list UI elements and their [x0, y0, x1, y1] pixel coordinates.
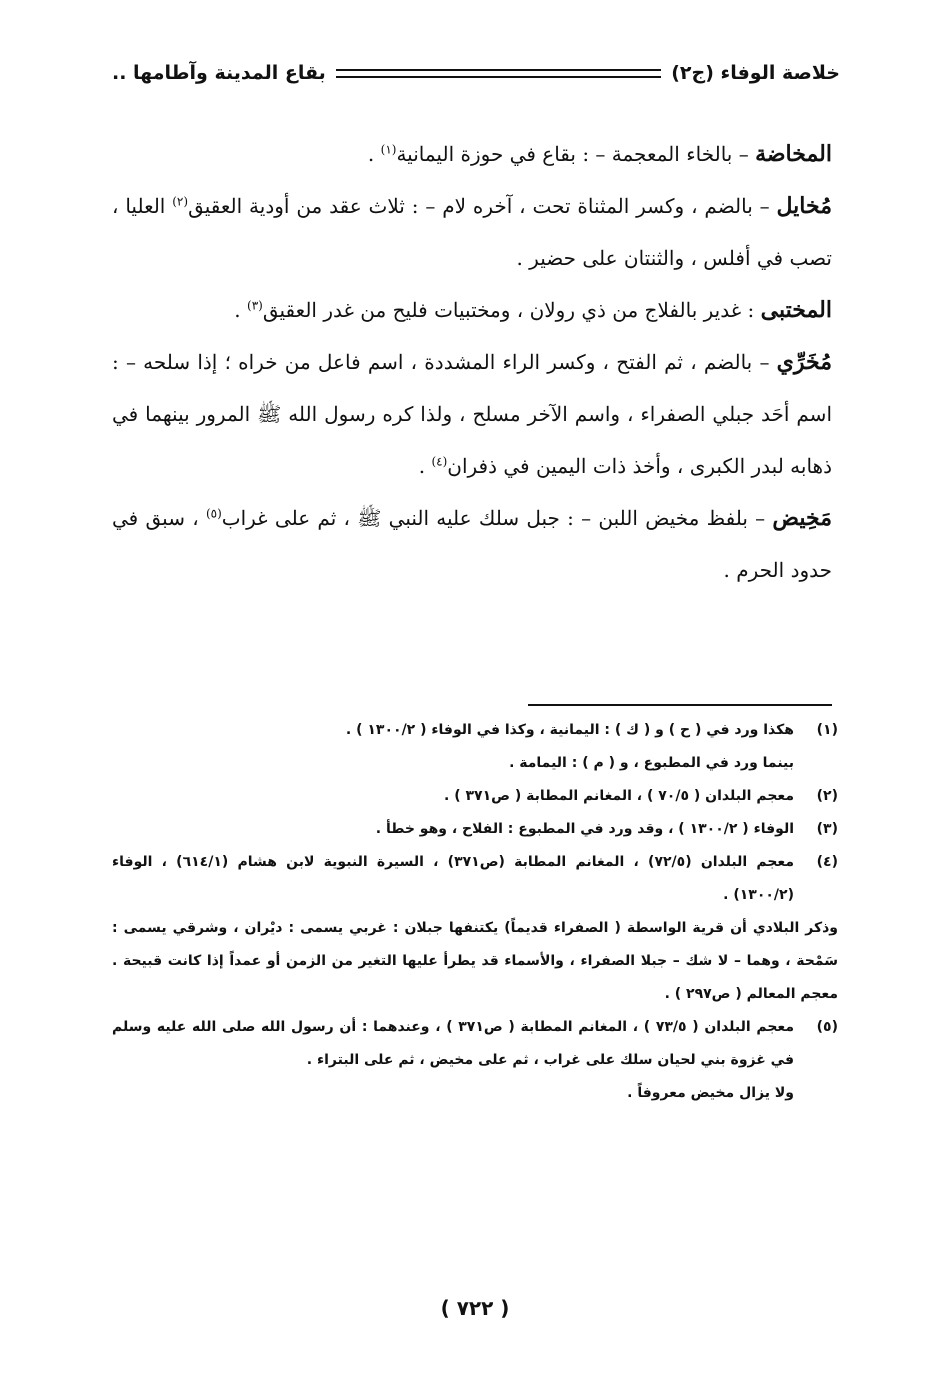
entry-tail: . [234, 298, 248, 322]
footnote-5-continuation: ولا يزال مخيض معروفاً . [627, 1085, 794, 1101]
entry-mukhayil [112, 180, 832, 284]
entry-text: – بالخاء المعجمة – : بقاع في حوزة اليمانية [396, 142, 756, 166]
entry-headword: مَخِيض [772, 505, 832, 531]
entry-tail: . [418, 454, 432, 478]
entry-headword: المخاضة [755, 141, 832, 167]
footnote-5 [112, 1011, 838, 1077]
footnote-3 [112, 813, 838, 846]
entry-text: – بلفظ مخيض اللبن – : جبل سلك عليه النبي ﷺ ، ثم على غراب [221, 506, 773, 530]
footnote-1-continuation: بينما ورد في المطبوع ، و ( م ) : اليمامة . [509, 755, 794, 771]
footnote-number: (١) [816, 722, 838, 738]
entry-almukhtaba [112, 284, 832, 336]
footnote-marker: (٤) [431, 454, 448, 469]
footnote-marker: (٣) [247, 298, 263, 313]
footnote-number: (٢) [816, 788, 838, 804]
footnote-number: (٥) [816, 1019, 838, 1035]
footnote-separator [528, 704, 832, 706]
entry-headword: مُخايل [776, 193, 832, 219]
footnote-marker: (٢) [172, 194, 189, 209]
entry-text: – بالضم ، ثم الفتح ، وكسر الراء المشددة ، اسم فاعل من خراه ؛ إذا سلحه – : اسم أحَد جبلي الصفراء ، واسم الآخر مسلح ، ولذا كره رسول الله ﷺ المرور بينهما في ذهابه لبدر الكبرى ، وأخذ ذات اليمين في ذفران [112, 350, 832, 478]
entry-text: : غدير بالفلاج من ذي رولان ، ومختبيات فليح من غدر العقيق [262, 298, 761, 322]
footnote-marker: (١) [380, 142, 397, 157]
entry-tail: ، سبق في حدود الحرم . [112, 506, 832, 582]
header-rule [336, 69, 661, 78]
entry-almakhada [112, 128, 832, 180]
footnotes [112, 714, 838, 1110]
main-text [112, 128, 832, 596]
entry-makhid [112, 492, 832, 596]
footnote-text: معجم البلدان (٧٢/٥) ، المغانم المطابة (ص٣٧١) ، السيرة النبوية لابن هشام (٦١٤/١) ، الوفاء (١٣٠٠/٢) . [112, 854, 794, 903]
entry-tail: . [367, 142, 381, 166]
entry-mukharri [112, 336, 832, 492]
entry-headword: المختبى [760, 297, 832, 323]
footnote-text: هكذا ورد في ( ح ) و ( ك ) : اليمانية ، وكذا في الوفاء ( ١٣٠٠/٢ ) . [345, 722, 794, 738]
footnote-text: معجم البلدان ( ٧٣/٥ ) ، المغانم المطابة ( ص٣٧١ ) ، وعندهما : أن رسول الله صلى الله عليه وسلم في غزوة بني لحيان سلك على غراب ، ثم على مخيض ، ثم على البتراء . [112, 1019, 794, 1068]
header-title: خلاصة الوفاء (ج٢) [671, 62, 840, 84]
footnote-text: معجم البلدان ( ٧٠/٥ ) ، المغانم المطابة ( ص٣٧١ ) . [444, 788, 794, 804]
footnote-1 [112, 714, 838, 747]
footnote-4-note: وذكر البلادي أن قرية الواسطة ( الصفراء قديماً) يكتنفها جبلان : غربي يسمى : ديْران ، وشرقي يسمى : سَمْحة ، وهما – لا شك – جبلا الصفراء ، والأسماء قد يطرأ عليها التغير من الزمن أو عمداً إذا كانت قبيحة . معجم المعالم ( ص٢٩٧ ) . [112, 920, 838, 1002]
header-section: بقاع المدينة وآطامها .. [112, 62, 326, 84]
footnote-2 [112, 780, 838, 813]
running-header [112, 58, 840, 88]
footnote-4 [112, 846, 838, 912]
footnote-number: (٤) [816, 854, 838, 870]
footnote-text: الوفاء ( ١٣٠٠/٢ ) ، وقد ورد في المطبوع : الفلاح ، وهو خطأ . [375, 821, 794, 837]
footnote-marker: (٥) [205, 506, 222, 521]
entry-tail: العليا ، تصب في أفلس ، والثنتان على حضير . [112, 194, 832, 270]
entry-text: – بالضم ، وكسر المثناة تحت ، آخره لام – : ثلاث عقد من أودية العقيق [188, 194, 777, 218]
entry-headword: مُخَرِّي [776, 349, 832, 375]
footnote-number: (٣) [816, 821, 838, 837]
page-number: ( ٧٢٢ ) [440, 1296, 510, 1320]
